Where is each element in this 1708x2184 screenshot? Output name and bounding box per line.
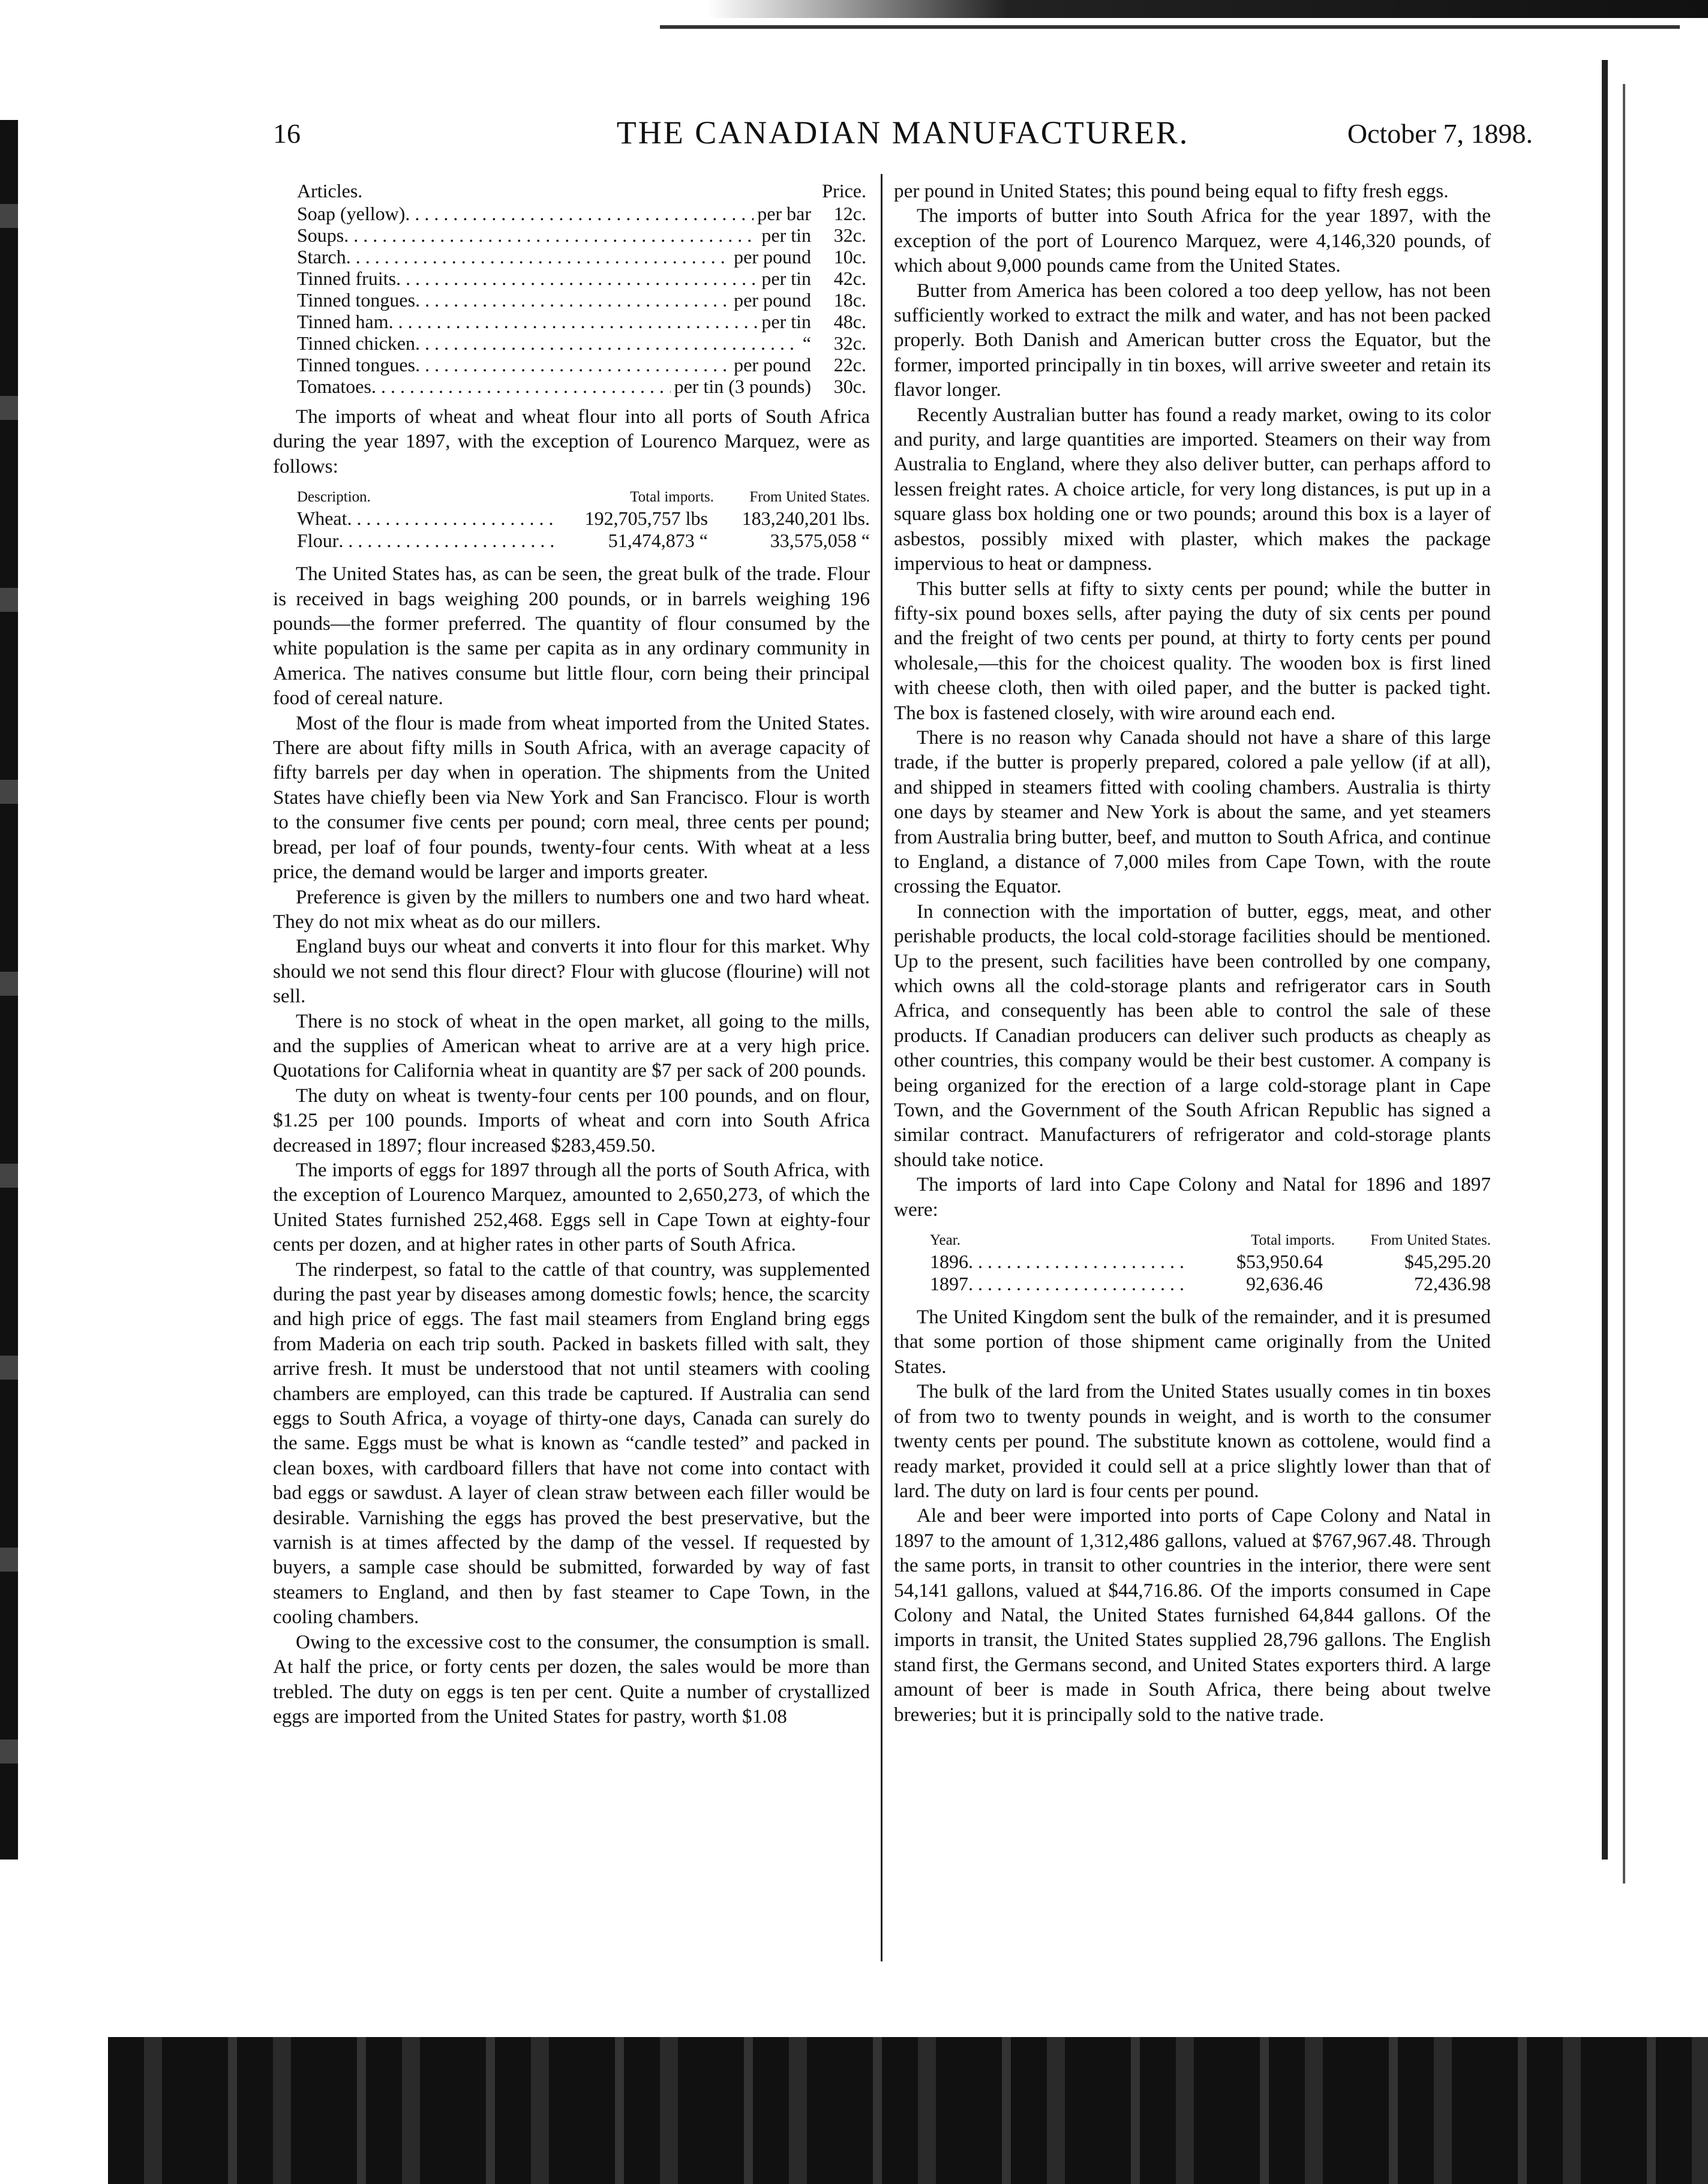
article-name: Tomatoes bbox=[297, 375, 371, 397]
paragraph: This butter sells at fifty to sixty cents per pound; while the butter in fifty-six pound boxes sells, after paying the duty of six cents per pound and the freight of two cents per pound, at thirty to forty cents per pound wholesale,—this for the choicest quality. The wooden box is first lined with cheese cloth, then with oiled paper, and the butter is packed tight. The box is fastened closely, with wire around each end. bbox=[894, 577, 1491, 724]
articles-col-header: Articles. bbox=[297, 180, 363, 202]
left-column bbox=[273, 179, 870, 1729]
lard-table-header bbox=[894, 1230, 1491, 1251]
wheat-table-body bbox=[273, 507, 870, 552]
lard-us: 72,436.98 bbox=[1414, 1273, 1491, 1295]
price-row bbox=[297, 332, 866, 354]
leader-dots bbox=[396, 268, 758, 289]
page-header bbox=[273, 107, 1533, 161]
paragraph: The imports of eggs for 1897 through all the ports of South Africa, with the exception of Lourenco Marquez, amounted to 2,650,273, of which the United States furnished 252,468. Eggs sell in Cape Town at eighty-four cents per dozen, and at higher rates in other parts of South Africa. bbox=[273, 1158, 870, 1256]
price-row bbox=[297, 289, 866, 311]
right-body-text-b bbox=[894, 1305, 1491, 1727]
price-row bbox=[297, 375, 866, 397]
article-price: 22c. bbox=[833, 354, 866, 375]
lard-col-year: Year. bbox=[930, 1232, 960, 1249]
price-col-header: Price. bbox=[822, 180, 866, 202]
paragraph: Ale and beer were imported into ports of Cape Colony and Natal in 1897 to the amount of 1,312,486 gallons, valued at $767,967.48. Through the same ports, in transit to other countries in the interior, there were sent 54,141 gallons, valued at $44,716.86. Of the imports consumed in Cape Colony and Natal, the United States furnished 64,844 gallons. Of the imports in transit, the United States supplied 28,796 gallons. The English stand first, the Germans second, and United States exporters third. A large amount of beer is made in South Africa, there being about twelve breweries; but it is principally sold to the native trade. bbox=[894, 1504, 1491, 1726]
leader-dots bbox=[968, 1251, 1185, 1273]
paragraph: England buys our wheat and converts it into flour for this market. Why should we not send this flour direct? Flour with glucose (flourine) will not sell. bbox=[273, 935, 870, 1008]
paragraph: The duty on wheat is twenty-four cents per 100 pounds, and on flour, $1.25 per 100 pounds. Imports of wheat and corn into South Africa decreased in 1897; flour increased $283,459.50. bbox=[273, 1084, 870, 1156]
leader-dots bbox=[347, 507, 559, 530]
price-row bbox=[297, 268, 866, 289]
article-name: Tinned chicken bbox=[297, 332, 416, 354]
article-name: Soups bbox=[297, 224, 344, 246]
article-price: 48c. bbox=[833, 311, 866, 332]
right-body-text-a bbox=[894, 179, 1491, 1222]
lard-us: $45,295.20 bbox=[1404, 1251, 1491, 1273]
wheat-total: 51,474,873 “ bbox=[608, 530, 708, 552]
leader-dots bbox=[415, 289, 730, 311]
article-unit: per pound bbox=[734, 246, 811, 268]
wheat-desc: Wheat bbox=[297, 507, 347, 530]
wheat-intro-paragraph: The imports of wheat and wheat flour into all ports of South Africa during the year 1897, with the exception of Lourenco Marquez, were as follows: bbox=[273, 405, 870, 477]
lard-col-total: Total imports. bbox=[1251, 1232, 1335, 1249]
paragraph: Preference is given by the millers to numbers one and two hard wheat. They do not mix wheat as do our millers. bbox=[273, 885, 870, 933]
article-price: 42c. bbox=[833, 268, 866, 289]
lard-year: 1897 bbox=[930, 1273, 968, 1295]
wheat-us: 183,240,201 lbs. bbox=[742, 507, 870, 530]
wheat-col-us: From United States. bbox=[749, 489, 870, 506]
scan-edge-top-line bbox=[660, 25, 1680, 29]
wheat-col-total: Total imports. bbox=[630, 489, 714, 506]
paragraph: per pound in United States; this pound being equal to fifty fresh eggs. bbox=[894, 180, 1449, 202]
price-row bbox=[297, 224, 866, 246]
wheat-desc: Flour bbox=[297, 530, 339, 552]
article-price: 30c. bbox=[833, 375, 866, 397]
articles-table-header bbox=[273, 179, 870, 203]
scan-edge-right bbox=[1602, 60, 1608, 1859]
paragraph: There is no reason why Canada should not have a share of this large trade, if the butter is properly prepared, colored a pale yellow (if at all), and shipped in steamers fitted with cooling chambers. Australia is thirty one days by steamer and New York is about the same, and yet steamers from Australia bring butter, beef, and mutton to South Africa, and continue to England, a distance of 7,000 miles from Cape Town, with the route crossing the Equator. bbox=[894, 726, 1491, 898]
paragraph: Most of the flour is made from wheat imported from the United States. There are about fifty mills in South Africa, with an average capacity of fifty barrels per day when in operation. The shipments from the United States have chiefly been via New York and San Francisco. Flour is worth to the consumer five cents per pound; corn meal, three cents per pound; bread, per loaf of four pounds, twenty-four cents. With wheat at a less price, the demand would be larger and imports greater. bbox=[273, 711, 870, 884]
article-unit: per tin bbox=[761, 311, 811, 332]
right-column bbox=[894, 179, 1491, 1727]
leader-dots bbox=[415, 354, 730, 375]
article-unit: per tin (3 pounds) bbox=[674, 375, 811, 397]
paragraph: The bulk of the lard from the United States usually comes in tin boxes of from two to twenty pounds in weight, and is worth to the consumer twenty cents per pound. The substitute known as cottolene, would find a ready market, provided it could sell at a price slightly lower than that of lard. The duty on lard is four cents per pound. bbox=[894, 1380, 1491, 1502]
article-unit: per tin bbox=[761, 268, 811, 289]
paragraph: Owing to the excessive cost to the consumer, the consumption is small. At half the price, or forty cents per dozen, the sales would be more than trebled. The duty on eggs is ten per cent. Quite a number of crystallized eggs are imported from the United States for pastry, worth $1.08 bbox=[273, 1630, 870, 1728]
paragraph: Butter from America has been colored a too deep yellow, has not been sufficiently worked to extract the milk and water, and has not been packed properly. Both Danish and American butter cross the Equator, but the former, imported principally in tin boxes, will arrive sweeter and retain its flavor longer. bbox=[894, 279, 1491, 401]
article-name: Tinned ham bbox=[297, 311, 389, 332]
article-price: 32c. bbox=[833, 332, 866, 354]
article-name: Tinned tongues bbox=[297, 289, 416, 311]
articles-table bbox=[273, 203, 870, 397]
wheat-row bbox=[297, 507, 870, 530]
article-unit: per tin bbox=[761, 224, 811, 246]
scan-edge-right-line bbox=[1623, 84, 1625, 1883]
column-divider bbox=[881, 174, 882, 1961]
article-price: 32c. bbox=[833, 224, 866, 246]
lard-table-body bbox=[894, 1251, 1491, 1295]
lard-year: 1896 bbox=[930, 1251, 968, 1273]
article-name: Soap (yellow) bbox=[297, 203, 406, 224]
price-row bbox=[297, 354, 866, 375]
issue-date: October 7, 1898. bbox=[1347, 118, 1533, 149]
price-row bbox=[297, 311, 866, 332]
leader-dots bbox=[389, 311, 758, 332]
wheat-us: 33,575,058 “ bbox=[770, 530, 870, 552]
wheat-row bbox=[297, 530, 870, 552]
leader-dots bbox=[344, 224, 758, 246]
wheat-total: 192,705,757 lbs bbox=[584, 507, 708, 530]
article-name: Tinned tongues bbox=[297, 354, 416, 375]
left-body-text bbox=[273, 561, 870, 1729]
leader-dots bbox=[338, 530, 558, 552]
article-price: 18c. bbox=[833, 289, 866, 311]
paragraph: The imports of lard into Cape Colony and Natal for 1896 and 1897 were: bbox=[894, 1173, 1491, 1221]
article-name: Tinned fruits bbox=[297, 268, 397, 289]
paragraph: The United Kingdom sent the bulk of the remainder, and it is presumed that some portion of those shipment came originally from the United States. bbox=[894, 1306, 1491, 1378]
article-price: 10c. bbox=[833, 246, 866, 268]
scan-edge-bottom bbox=[108, 2037, 1708, 2184]
paragraph: In connection with the importation of butter, eggs, meat, and other perishable products, the local cold-storage facilities should be mentioned. Up to the present, such facilities have been controlled by one company, which owns all the cold-storage plants and refrigerator cars in South Africa, and consequently has been able to control the sale of these products. If Canadian producers can deliver such products as cheaply as other countries, this company would be their best customer. A company is being organized for the erection of a large cold-storage plant in Cape Town, and the Government of the South African Republic has signed a similar contract. Manufacturers of refrigerator and cold-storage plants should take notice. bbox=[894, 900, 1491, 1171]
paragraph: The United States has, as can be seen, the great bulk of the trade. Flour is received in bags weighing 200 pounds, or in barrels weighing 196 pounds—the former preferred. The quantity of flour consumed by the white population is the same per capita as in any ordinary community in America. The natives consume but little flour, corn being their principal food of cereal nature. bbox=[273, 563, 870, 710]
article-unit: per pound bbox=[734, 289, 811, 311]
article-unit: per pound bbox=[734, 354, 811, 375]
lard-col-us: From United States. bbox=[1370, 1232, 1491, 1249]
paragraph: The rinderpest, so fatal to the cattle of that country, was supplemented during the past year by diseases among domestic fowls; hence, the scarcity and high price of eggs. The fast mail steamers from England bring eggs from Maderia on each trip south. Packed in baskets filled with salt, they arrive fresh. It must be understood that not until steamers with cooling chambers are employed, can this trade be captured. If Australia can send eggs to South Africa, a voyage of thirty-one days, Canada can surely do the same. Eggs must be what is known as “candle tested” and packed in clean boxes, with cardboard fillers that have not come into contact with bad eggs or sawdust. A layer of clean straw between each filler would be desirable. Varnishing the eggs has proved the best preservative, but the varnish is at times affected by the damp of the vessel. If requested by buyers, a sample case should be submitted, forwarded by way of fast steamers to England, and then by fast steamer to Cape Town, in the cooling chambers. bbox=[273, 1258, 870, 1629]
leader-dots bbox=[405, 203, 754, 224]
article-unit: per bar bbox=[757, 203, 811, 224]
leader-dots bbox=[415, 332, 799, 354]
leader-dots bbox=[346, 246, 730, 268]
wheat-col-description: Description. bbox=[297, 489, 371, 506]
article-name: Starch bbox=[297, 246, 346, 268]
leader-dots bbox=[371, 375, 671, 397]
article-price: 12c. bbox=[833, 203, 866, 224]
lard-total: $53,950.64 bbox=[1236, 1251, 1323, 1273]
paragraph: The imports of butter into South Africa for the year 1897, with the exception of the port of Lourenco Marquez, were 4,146,320 pounds, of which about 9,000 pounds came from the United States. bbox=[894, 205, 1491, 277]
leader-dots bbox=[968, 1273, 1185, 1295]
lard-total: 92,636.46 bbox=[1246, 1273, 1323, 1295]
article-unit: “ bbox=[802, 332, 811, 354]
lard-row bbox=[930, 1251, 1491, 1273]
wheat-table-header bbox=[273, 487, 870, 507]
paragraph: Recently Australian butter has found a ready market, owing to its color and purity, and large quantities are imported. Steamers on their way from Australia to England, where they also deliver butter, can perhaps afford to lessen freight rates. A choice article, for very long distances, is put up in a square glass box holding one or two pounds; around this box is a layer of asbestos, possibly mixed with plaster, which makes the package impervious to heat or dampness. bbox=[894, 403, 1491, 575]
price-row bbox=[297, 203, 866, 224]
scan-edge-left bbox=[0, 120, 18, 1859]
paragraph: There is no stock of wheat in the open market, all going to the mills, and the supplies of American wheat to arrive are at a very high price. Quotations for California wheat in quantity are $7 per sack of 200 pounds. bbox=[273, 1010, 870, 1082]
price-row bbox=[297, 246, 866, 268]
publication-title: THE CANADIAN MANUFACTURER. bbox=[616, 115, 1190, 151]
page-number: 16 bbox=[273, 118, 301, 149]
scan-edge-top bbox=[708, 0, 1708, 18]
lard-row bbox=[930, 1273, 1491, 1295]
